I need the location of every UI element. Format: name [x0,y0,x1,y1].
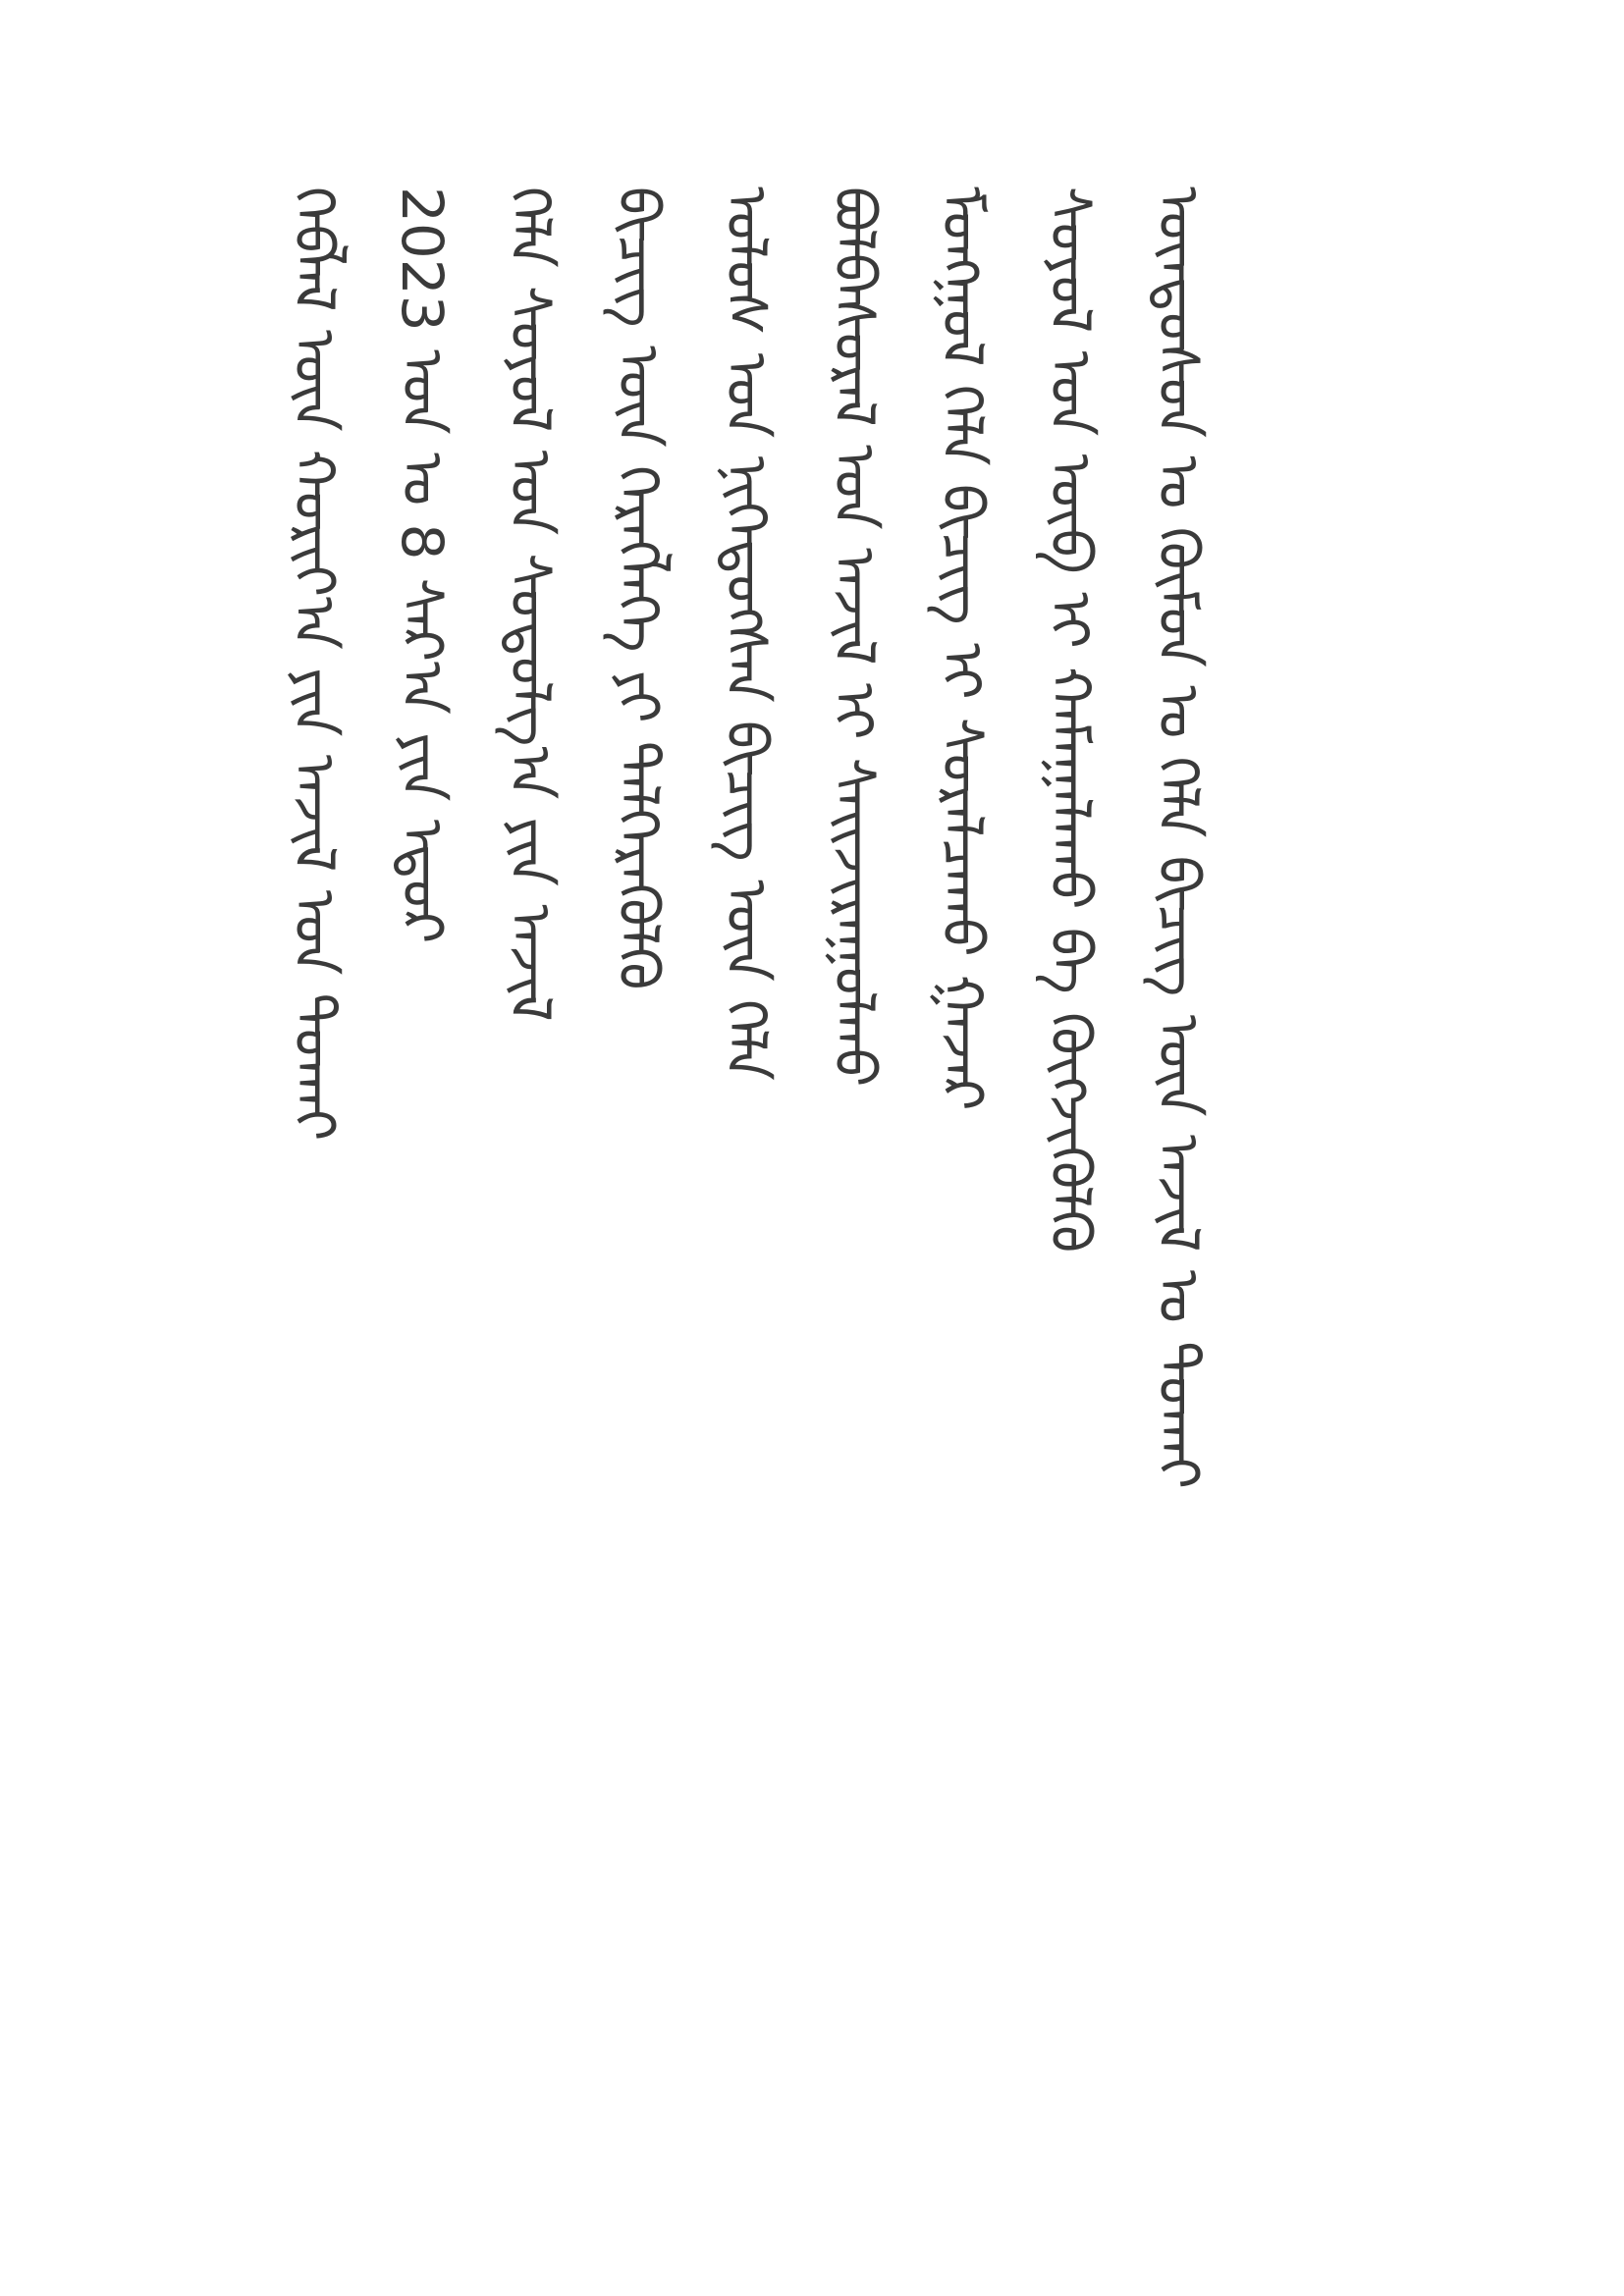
text-line-2: ᠰᠣᠶᠣᠯ ᠤᠨ ᠥᠪ ᠢ ᠬᠠᠮᠠᠭᠠᠯᠠᠬᠤ ᠪᠠ ᠬᠥᠭᠵᠢᠭᠦᠯᠬᠦ [1037,187,1104,1254]
text-line-6: ᠪᠢᠴᠢᠭ ᠦᠨ ᠬᠡᠷᠡᠭᠯᠡᠭᠡ ᠶᠢ ᠳᠡᠯᠭᠡᠷᠡᠭᠦᠯᠬᠦ [605,187,672,990]
mongolian-vertical-text-block [255,187,1237,2081]
text-line-9: ᠬᠡᠪᠯᠡᠯ ᠦᠨ ᠬᠤᠷᠢᠶ᠎ᠠ ᠶᠢᠨ ᠠᠵᠢᠯ ᠤᠨ ᠲᠤᠬᠠᠢ [281,187,348,1142]
text-line-1: ᠦᠨᠳᠦᠰᠦᠨ ᠤ ᠬᠦᠮᠦᠨ ᠤ ᠬᠡᠯᠡ ᠪᠢᠴᠢᠭ ᠦᠨ ᠠᠵᠢᠯ ᠤ ᠲᠤᠬᠠᠢ [1145,187,1212,1489]
text-line-4: ᠪᠣᠯᠪᠠᠰᠤᠷᠠᠯ ᠤᠨ ᠠᠵᠢᠯ ᠢ ᠰᠠᠢᠵᠢᠷᠠᠭᠤᠯᠬᠤ [821,187,888,1088]
text-line-5: ᠤᠯᠤᠰ ᠤᠨ ᠨᠢᠭᠡᠳᠦᠭᠰᠡᠨ ᠪᠢᠴᠢᠭ ᠦᠨ ᠬᠡᠯᠡ [713,187,780,1081]
text-line-7: ᠬᠡᠯᠡ ᠰᠣᠶᠣᠯ ᠤᠨ ᠰᠤᠳᠤᠯᠭ᠎ᠠ ᠶᠢᠨ ᠠᠵᠢᠯ [497,187,564,1022]
text-line-3: ᠮᠣᠩᠭᠣᠯ ᠬᠡᠯᠡ ᠪᠢᠴᠢᠭ ᠢ ᠰᠤᠷᠠᠯᠴᠠᠬᠤ ᠭᠠᠵᠠᠷ [929,187,996,1111]
text-line-8: 2023 ᠣᠨ ᠤ 8 ᠰᠠᠷ᠎ᠠ ᠶᠢᠨ ᠡᠳᠦᠷ [389,187,456,944]
